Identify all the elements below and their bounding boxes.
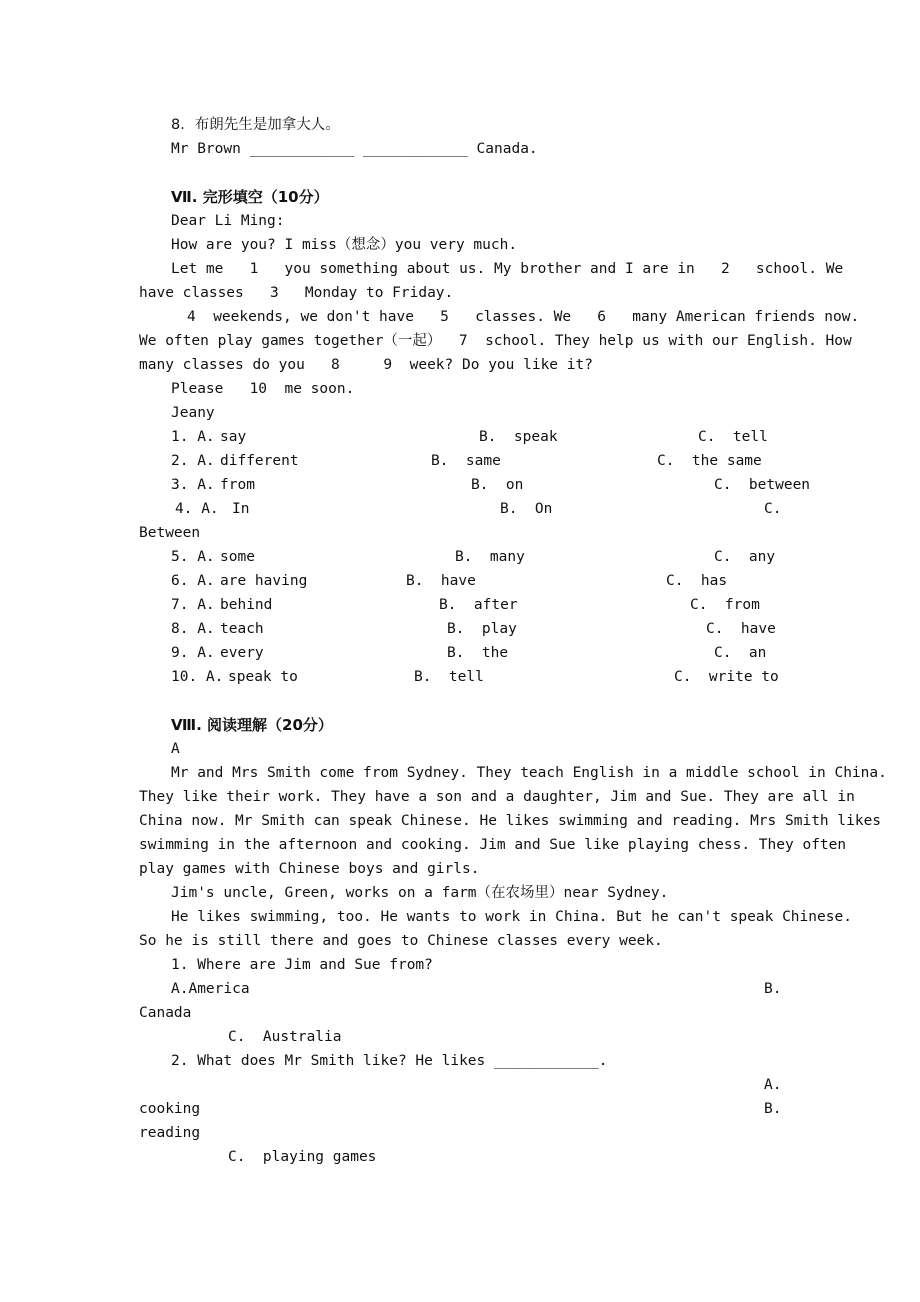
reading-line: They like their work. They have a son and a daughter, Jim and Sue. They are all in — [139, 789, 855, 805]
option-c: C. the same — [657, 453, 762, 469]
option-c: C. have — [706, 621, 776, 637]
cloze-line: We often play games together（一起） 7 school. They help us with our English. How — [139, 333, 852, 349]
question-stem: 1. Where are Jim and Sue from? — [171, 957, 433, 973]
option-b: B. On — [500, 501, 553, 517]
reading-line: Mr and Mrs Smith come from Sydney. They teach English in a middle school in China. — [171, 765, 887, 781]
option-b: B. speak — [479, 429, 558, 445]
question-stem: 2. What does Mr Smith like? He likes ____________. — [171, 1053, 608, 1069]
option-c: C. an — [714, 645, 767, 661]
option-a: teach — [220, 621, 264, 637]
option-c: C. — [764, 501, 782, 517]
cloze-line: Please 10 me soon. — [171, 381, 355, 397]
option-c: C. from — [690, 597, 760, 613]
option-a: say — [220, 429, 247, 445]
option-a-wrap: cooking — [139, 1101, 201, 1117]
option-b-wrap: Canada — [139, 1005, 192, 1021]
option-c: C. any — [714, 549, 776, 565]
option-b: B. the — [447, 645, 509, 661]
cloze-line: Let me 1 you something about us. My brother and I are in 2 school. We — [171, 261, 844, 277]
option-a: every — [220, 645, 264, 661]
option-a: from — [220, 477, 255, 493]
question-number: 6. A. — [171, 573, 215, 589]
option-b: B. play — [447, 621, 517, 637]
cloze-line: 4 weekends, we don't have 5 classes. We 6 many American friends now. — [187, 309, 860, 325]
option-c: C. Australia — [228, 1029, 342, 1045]
option-c: C. tell — [698, 429, 768, 445]
option-b: B. after — [439, 597, 518, 613]
option-b: B. — [764, 981, 782, 997]
option-c: C. between — [714, 477, 811, 493]
question-number: 9. A. — [171, 645, 215, 661]
option-a: A. — [764, 1077, 782, 1093]
option-c: C. playing games — [228, 1149, 377, 1165]
option-a: In — [232, 501, 250, 517]
option-b: B. same — [431, 453, 501, 469]
reading-line: So he is still there and goes to Chinese classes every week. — [139, 933, 663, 949]
cloze-heading: Ⅶ. 完形填空（10分） — [171, 188, 329, 206]
cloze-line: How are you? I miss（想念）you very much. — [171, 237, 518, 253]
reading-heading: Ⅷ. 阅读理解（20分） — [171, 716, 333, 734]
question-number: 8. A. — [171, 621, 215, 637]
option-a: A.America — [171, 981, 250, 997]
reading-line: Jim's uncle, Green, works on a farm（在农场里）near Sydney. — [171, 885, 669, 901]
reading-line: swimming in the afternoon and cooking. Jim and Sue like playing chess. They often — [139, 837, 847, 853]
q8-answer-line: Mr Brown ____________ ____________ Canada. — [171, 141, 538, 157]
question-number: 10. A. — [171, 669, 224, 685]
question-number: 5. A. — [171, 549, 215, 565]
cloze-line: Dear Li Ming: — [171, 213, 285, 229]
question-number: 4. A. — [175, 501, 219, 517]
option-c: C. write to — [674, 669, 779, 685]
cloze-signature: Jeany — [171, 405, 215, 421]
question-number: 7. A. — [171, 597, 215, 613]
option-b: B. tell — [414, 669, 484, 685]
option-b: B. — [764, 1101, 782, 1117]
question-number: 2. A. — [171, 453, 215, 469]
reading-line: He likes swimming, too. He wants to work in China. But he can't speak Chinese. — [171, 909, 852, 925]
reading-line: play games with Chinese boys and girls. — [139, 861, 480, 877]
cloze-line: many classes do you 8 9 week? Do you like it? — [139, 357, 593, 373]
option-b-wrap: reading — [139, 1125, 201, 1141]
option-a: behind — [220, 597, 273, 613]
option-a: some — [220, 549, 255, 565]
option-c: C. has — [666, 573, 728, 589]
reading-section-label: A — [171, 741, 180, 757]
option-a: are having — [220, 573, 308, 589]
reading-line: China now. Mr Smith can speak Chinese. He likes swimming and reading. Mrs Smith likes — [139, 813, 882, 829]
option-c-wrap: Between — [139, 525, 201, 541]
question-number: 3. A. — [171, 477, 215, 493]
option-b: B. have — [406, 573, 476, 589]
cloze-line: have classes 3 Monday to Friday. — [139, 285, 454, 301]
option-b: B. on — [471, 477, 524, 493]
q8-prompt: 8．布朗先生是加拿大人。 — [171, 117, 340, 133]
option-a: speak to — [228, 669, 298, 685]
question-number: 1. A. — [171, 429, 215, 445]
option-b: B. many — [455, 549, 525, 565]
option-a: different — [220, 453, 299, 469]
